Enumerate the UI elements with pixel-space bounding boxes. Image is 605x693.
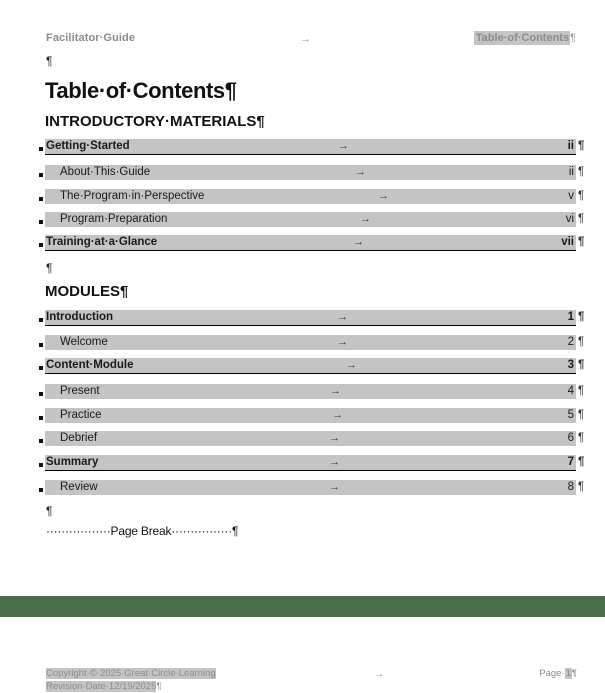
tab-arrow-icon: →: [337, 311, 348, 323]
pilcrow-mark: ¶: [578, 166, 585, 178]
page-break-label: Page Break: [110, 524, 172, 538]
empty-paragraph-mark: ¶: [46, 261, 53, 275]
tab-arrow-icon: →: [353, 236, 364, 248]
toc-entry-row[interactable]: [45, 235, 585, 250]
change-marker-icon: [39, 243, 43, 247]
pilcrow-mark: ¶: [156, 681, 162, 692]
tab-arrow-icon: →: [329, 432, 340, 444]
toc-entry-page: 4: [567, 385, 574, 397]
toc-entry-page: v: [568, 190, 574, 202]
toc-entry-label: Debrief: [60, 432, 98, 444]
header-right-text: Table·of·Contents: [475, 32, 570, 44]
tab-arrow-icon: →: [332, 409, 343, 421]
tab-arrow-icon: →: [329, 456, 340, 468]
page-break-marker: [46, 524, 238, 538]
toc-entry-page: 3: [567, 359, 574, 371]
pilcrow-mark: ¶: [578, 213, 585, 225]
toc-field-shading: [45, 384, 576, 399]
change-marker-icon: [39, 220, 43, 224]
tab-arrow-icon: →: [330, 385, 341, 397]
empty-paragraph-mark: ¶: [46, 54, 53, 68]
toc-entry-row[interactable]: [45, 189, 585, 204]
toc-field-shading: [45, 480, 576, 495]
pilcrow-mark: ¶: [578, 432, 585, 444]
pilcrow-mark: ¶: [578, 456, 585, 468]
toc-entry-row[interactable]: [45, 358, 585, 373]
toc-entry-label: Welcome: [60, 336, 108, 348]
footer-page-label: Page·: [539, 668, 565, 679]
footer-accent-bar: [0, 596, 605, 617]
toc-entry-row[interactable]: [45, 384, 585, 399]
toc-entry-page: vii: [561, 236, 574, 248]
toc-entry-page: ii: [567, 140, 574, 152]
page-title: Table·of·Contents¶: [45, 78, 237, 103]
toc-entry-row[interactable]: [45, 139, 585, 154]
document-header: [0, 32, 605, 52]
empty-paragraph-mark: ¶: [46, 504, 53, 518]
toc-entry-row[interactable]: [45, 165, 585, 180]
toc-entry-row[interactable]: [45, 455, 585, 470]
pilcrow-mark: ¶: [578, 140, 585, 152]
pilcrow-mark: ¶: [578, 311, 585, 323]
pilcrow-mark: ¶: [232, 524, 239, 538]
toc-entry-label: The·Program·in·Perspective: [60, 190, 205, 202]
toc-entry-row[interactable]: [45, 408, 585, 423]
footer-copyright-line: Copyright·©·2025·Great·Circle·Learning: [46, 668, 216, 679]
pilcrow-mark: ¶: [578, 385, 585, 397]
change-marker-icon: [39, 343, 43, 347]
pilcrow-mark: ¶: [578, 190, 585, 202]
section-heading-modules: MODULES¶: [45, 283, 129, 300]
tab-arrow-icon: →: [360, 213, 371, 225]
page-break-leader-left: ·················: [46, 524, 111, 538]
change-marker-icon: [39, 147, 43, 151]
toc-entry-page: 8: [567, 481, 574, 493]
toc-field-shading: [45, 455, 576, 471]
footer-revision-line: Revision·Date·12/19/2025: [46, 681, 157, 692]
toc-entry-label: Introduction: [46, 311, 114, 323]
tab-arrow-icon: →: [329, 481, 340, 493]
tab-arrow-icon: →: [346, 359, 357, 371]
change-marker-icon: [39, 366, 43, 370]
toc-entry-row[interactable]: [45, 335, 585, 350]
pilcrow-mark: ¶: [578, 236, 585, 248]
change-marker-icon: [39, 173, 43, 177]
header-left-text: Facilitator·Guide: [46, 32, 136, 44]
toc-entry-label: Training·at·a·Glance: [46, 236, 158, 248]
header-right-field: [474, 32, 576, 44]
pilcrow-mark: ¶: [570, 32, 576, 44]
toc-entry-label: Present: [60, 385, 100, 397]
footer-page-number: [539, 667, 577, 680]
toc-field-shading: [45, 310, 576, 326]
change-marker-icon: [39, 392, 43, 396]
toc-entry-page: ii: [568, 166, 574, 178]
tab-arrow-icon: →: [337, 336, 348, 348]
change-marker-icon: [39, 197, 43, 201]
toc-entry-row[interactable]: [45, 480, 585, 495]
pilcrow-mark: ¶: [578, 359, 585, 371]
toc-field-shading: [45, 431, 576, 446]
toc-entry-page: 7: [567, 456, 574, 468]
footer-copyright-block: [46, 667, 216, 693]
section-heading-introductory: INTRODUCTORY·MATERIALS¶: [45, 113, 265, 130]
pilcrow-mark: ¶: [578, 409, 585, 421]
toc-entry-page: vi: [565, 213, 574, 225]
toc-entry-label: Content·Module: [46, 359, 134, 371]
change-marker-icon: [39, 318, 43, 322]
footer-tab-arrow-icon: →: [374, 669, 384, 680]
toc-entry-label: Program·Preparation: [60, 213, 168, 225]
tab-arrow-icon: →: [338, 140, 349, 152]
toc-entry-row[interactable]: [45, 310, 585, 325]
toc-entry-page: 1: [567, 311, 574, 323]
toc-entry-label: About·This·Guide: [60, 166, 151, 178]
toc-field-shading: [45, 408, 576, 423]
change-marker-icon: [39, 463, 43, 467]
change-marker-icon: [39, 439, 43, 443]
tab-arrow-icon: →: [355, 166, 366, 178]
page-break-leader-right: ················: [171, 524, 233, 538]
change-marker-icon: [39, 416, 43, 420]
toc-entry-page: 6: [567, 432, 574, 444]
tab-arrow-icon: →: [378, 190, 389, 202]
toc-entry-label: Summary: [46, 456, 99, 468]
pilcrow-mark: ¶: [578, 481, 585, 493]
toc-entry-label: Practice: [60, 409, 102, 421]
toc-entry-label: Review: [60, 481, 98, 493]
footer-page-field: 1: [565, 668, 571, 679]
toc-entry-row[interactable]: [45, 431, 585, 446]
header-tab-arrow-icon: →: [300, 33, 311, 45]
pilcrow-mark: ¶: [578, 336, 585, 348]
toc-field-shading: [45, 335, 576, 350]
change-marker-icon: [39, 488, 43, 492]
toc-entry-label: Getting·Started: [46, 140, 130, 152]
toc-entry-row[interactable]: [45, 212, 585, 227]
toc-entry-page: 2: [567, 336, 574, 348]
pilcrow-mark: ¶: [571, 668, 577, 679]
toc-entry-page: 5: [567, 409, 574, 421]
